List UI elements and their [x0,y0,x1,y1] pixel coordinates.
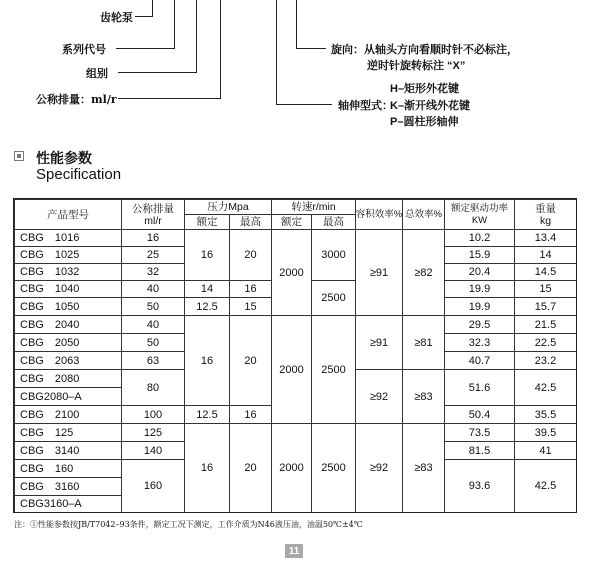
speed-rated-cell: 2000 [271,229,311,315]
model-cell: CBG 2050 [14,333,121,351]
model-cell: CBG 1032 [14,263,121,280]
page-number: 11 [285,544,303,558]
pressure-rated-cell: 14 [184,280,229,297]
pressure-rated-cell: 16 [184,229,229,280]
weight-cell: 42.5 [514,459,576,512]
square-bullet-icon [14,151,24,161]
model-cell: CBG 2040 [14,315,121,333]
weight-cell: 15 [514,280,576,297]
header-power [444,199,514,229]
weight-cell: 22.5 [514,333,576,351]
total-eff-cell: ≥82 [402,229,444,315]
model-cell: CBG 2063 [14,351,121,369]
pressure-rated-cell: 12.5 [184,297,229,315]
pressure-rated-cell: 16 [184,423,229,512]
header-pressure-rated: 额定 [184,214,229,229]
speed-max-cell: 2500 [311,280,355,315]
weight-cell: 39.5 [514,423,576,441]
header-weight-text: 重量 [535,202,556,215]
displacement-cell: 125 [121,423,184,441]
label-rotation: 旋向：从轴头方向看顺时针不必标注， [331,44,518,56]
pressure-max-cell: 15 [229,297,271,315]
weight-cell: 41 [514,441,576,459]
header-power-unit: KW [471,214,488,226]
model-cell: CBG 3160 [14,477,121,495]
displacement-cell: 100 [121,405,184,423]
shaft-option-h: H–矩形外花键 [390,83,460,95]
weight-cell: 13.4 [514,229,576,246]
volumetric-eff-cell: ≥91 [355,229,402,315]
pressure-max-cell: 16 [229,405,271,423]
shaft-option-p: P–圆柱形轴伸 [390,116,459,128]
model-cell: CBG 2080 [14,369,121,387]
power-cell: 19.9 [444,280,514,297]
displacement-cell: 40 [121,315,184,333]
model-cell: CBG 1025 [14,246,121,263]
power-cell: 29.5 [444,315,514,333]
label-series-code: 系列代号 [62,44,106,56]
model-cell: CBG 3140 [14,441,121,459]
speed-max-cell: 3000 [311,229,355,280]
label-group: 组别 [86,68,108,80]
speed-max-cell: 2500 [311,315,355,423]
label-shaft-type: 轴伸型式： [338,100,393,112]
model-cell: CBG2080–A [14,387,121,405]
displacement-cell: 63 [121,351,184,369]
model-cell: CBG 1016 [14,229,121,246]
power-cell: 10.2 [444,229,514,246]
total-eff-cell: ≥83 [402,369,444,423]
weight-cell: 23.2 [514,351,576,369]
label-displacement: 公称排量：ml/r [36,93,117,106]
section-title-en: Specification [36,166,122,183]
displacement-cell: 25 [121,246,184,263]
speed-max-cell: 2500 [311,423,355,512]
displacement-cell: 50 [121,297,184,315]
weight-cell: 14.5 [514,263,576,280]
weight-cell: 15.7 [514,297,576,315]
volumetric-eff-cell: ≥92 [355,423,402,512]
weight-cell: 21.5 [514,315,576,333]
power-cell: 51.6 [444,369,514,405]
power-cell: 50.4 [444,405,514,423]
displacement-cell: 16 [121,229,184,246]
header-displacement [121,199,184,229]
power-cell: 73.5 [444,423,514,441]
header-weight-unit: kg [539,214,552,227]
section-title-cn: 性能参数 [36,151,92,167]
model-cell: CBG3160–A [14,495,121,512]
power-cell: 81.5 [444,441,514,459]
pressure-max-cell: 20 [229,315,271,405]
header-power-text: 额定驱动功率 [450,202,508,214]
header-weight [514,199,576,229]
header-volumetric-eff: 容积效率% [355,199,402,229]
model-cell: CBG 160 [14,459,121,477]
pressure-rated-cell: 12.5 [184,405,229,423]
power-cell: 32.3 [444,333,514,351]
total-eff-cell: ≥81 [402,315,444,369]
power-cell: 93.6 [444,459,514,512]
header-speed: 转速r/min [271,199,355,214]
speed-rated-cell: 2000 [271,315,311,423]
weight-cell: 35.5 [514,405,576,423]
model-cell: CBG 1050 [14,297,121,315]
pressure-rated-cell: 16 [184,315,229,405]
volumetric-eff-cell: ≥91 [355,315,402,369]
header-displacement-text: 公称排量 [132,202,174,215]
displacement-cell: 32 [121,263,184,280]
displacement-cell: 40 [121,280,184,297]
power-cell: 40.7 [444,351,514,369]
model-cell: CBG 125 [14,423,121,441]
header-model: 产品型号 [14,199,121,229]
power-cell: 19.9 [444,297,514,315]
displacement-cell: 160 [121,459,184,512]
speed-rated-cell: 2000 [271,423,311,512]
header-speed-max: 最高 [311,214,355,229]
label-rotation-2: 逆时针旋转标注 “X” [367,60,466,72]
footnote: 注：①性能参数按JB/T7042–93条件，额定工况下测定，工作介质为N46液压油，油温50℃±4℃ [14,520,363,529]
pressure-max-cell: 16 [229,280,271,297]
model-cell: CBG 2100 [14,405,121,423]
model-cell: CBG 1040 [14,280,121,297]
weight-cell: 14 [514,246,576,263]
power-cell: 15.9 [444,246,514,263]
header-pressure-max: 最高 [229,214,271,229]
displacement-cell: 50 [121,333,184,351]
displacement-cell: 80 [121,369,184,405]
header-displacement-unit: ml/r [144,214,162,227]
header-total-eff: 总效率% [402,199,444,229]
power-cell: 20.4 [444,263,514,280]
pressure-max-cell: 20 [229,423,271,512]
shaft-option-k: K–渐开线外花键 [390,100,471,112]
total-eff-cell: ≥83 [402,423,444,512]
pressure-max-cell: 20 [229,229,271,280]
weight-cell: 42.5 [514,369,576,405]
displacement-cell: 140 [121,441,184,459]
volumetric-eff-cell: ≥92 [355,369,402,423]
label-gear-pump: 齿轮泵 [100,12,133,24]
header-speed-rated: 额定 [271,214,311,229]
header-pressure: 压力Mpa [184,199,271,214]
